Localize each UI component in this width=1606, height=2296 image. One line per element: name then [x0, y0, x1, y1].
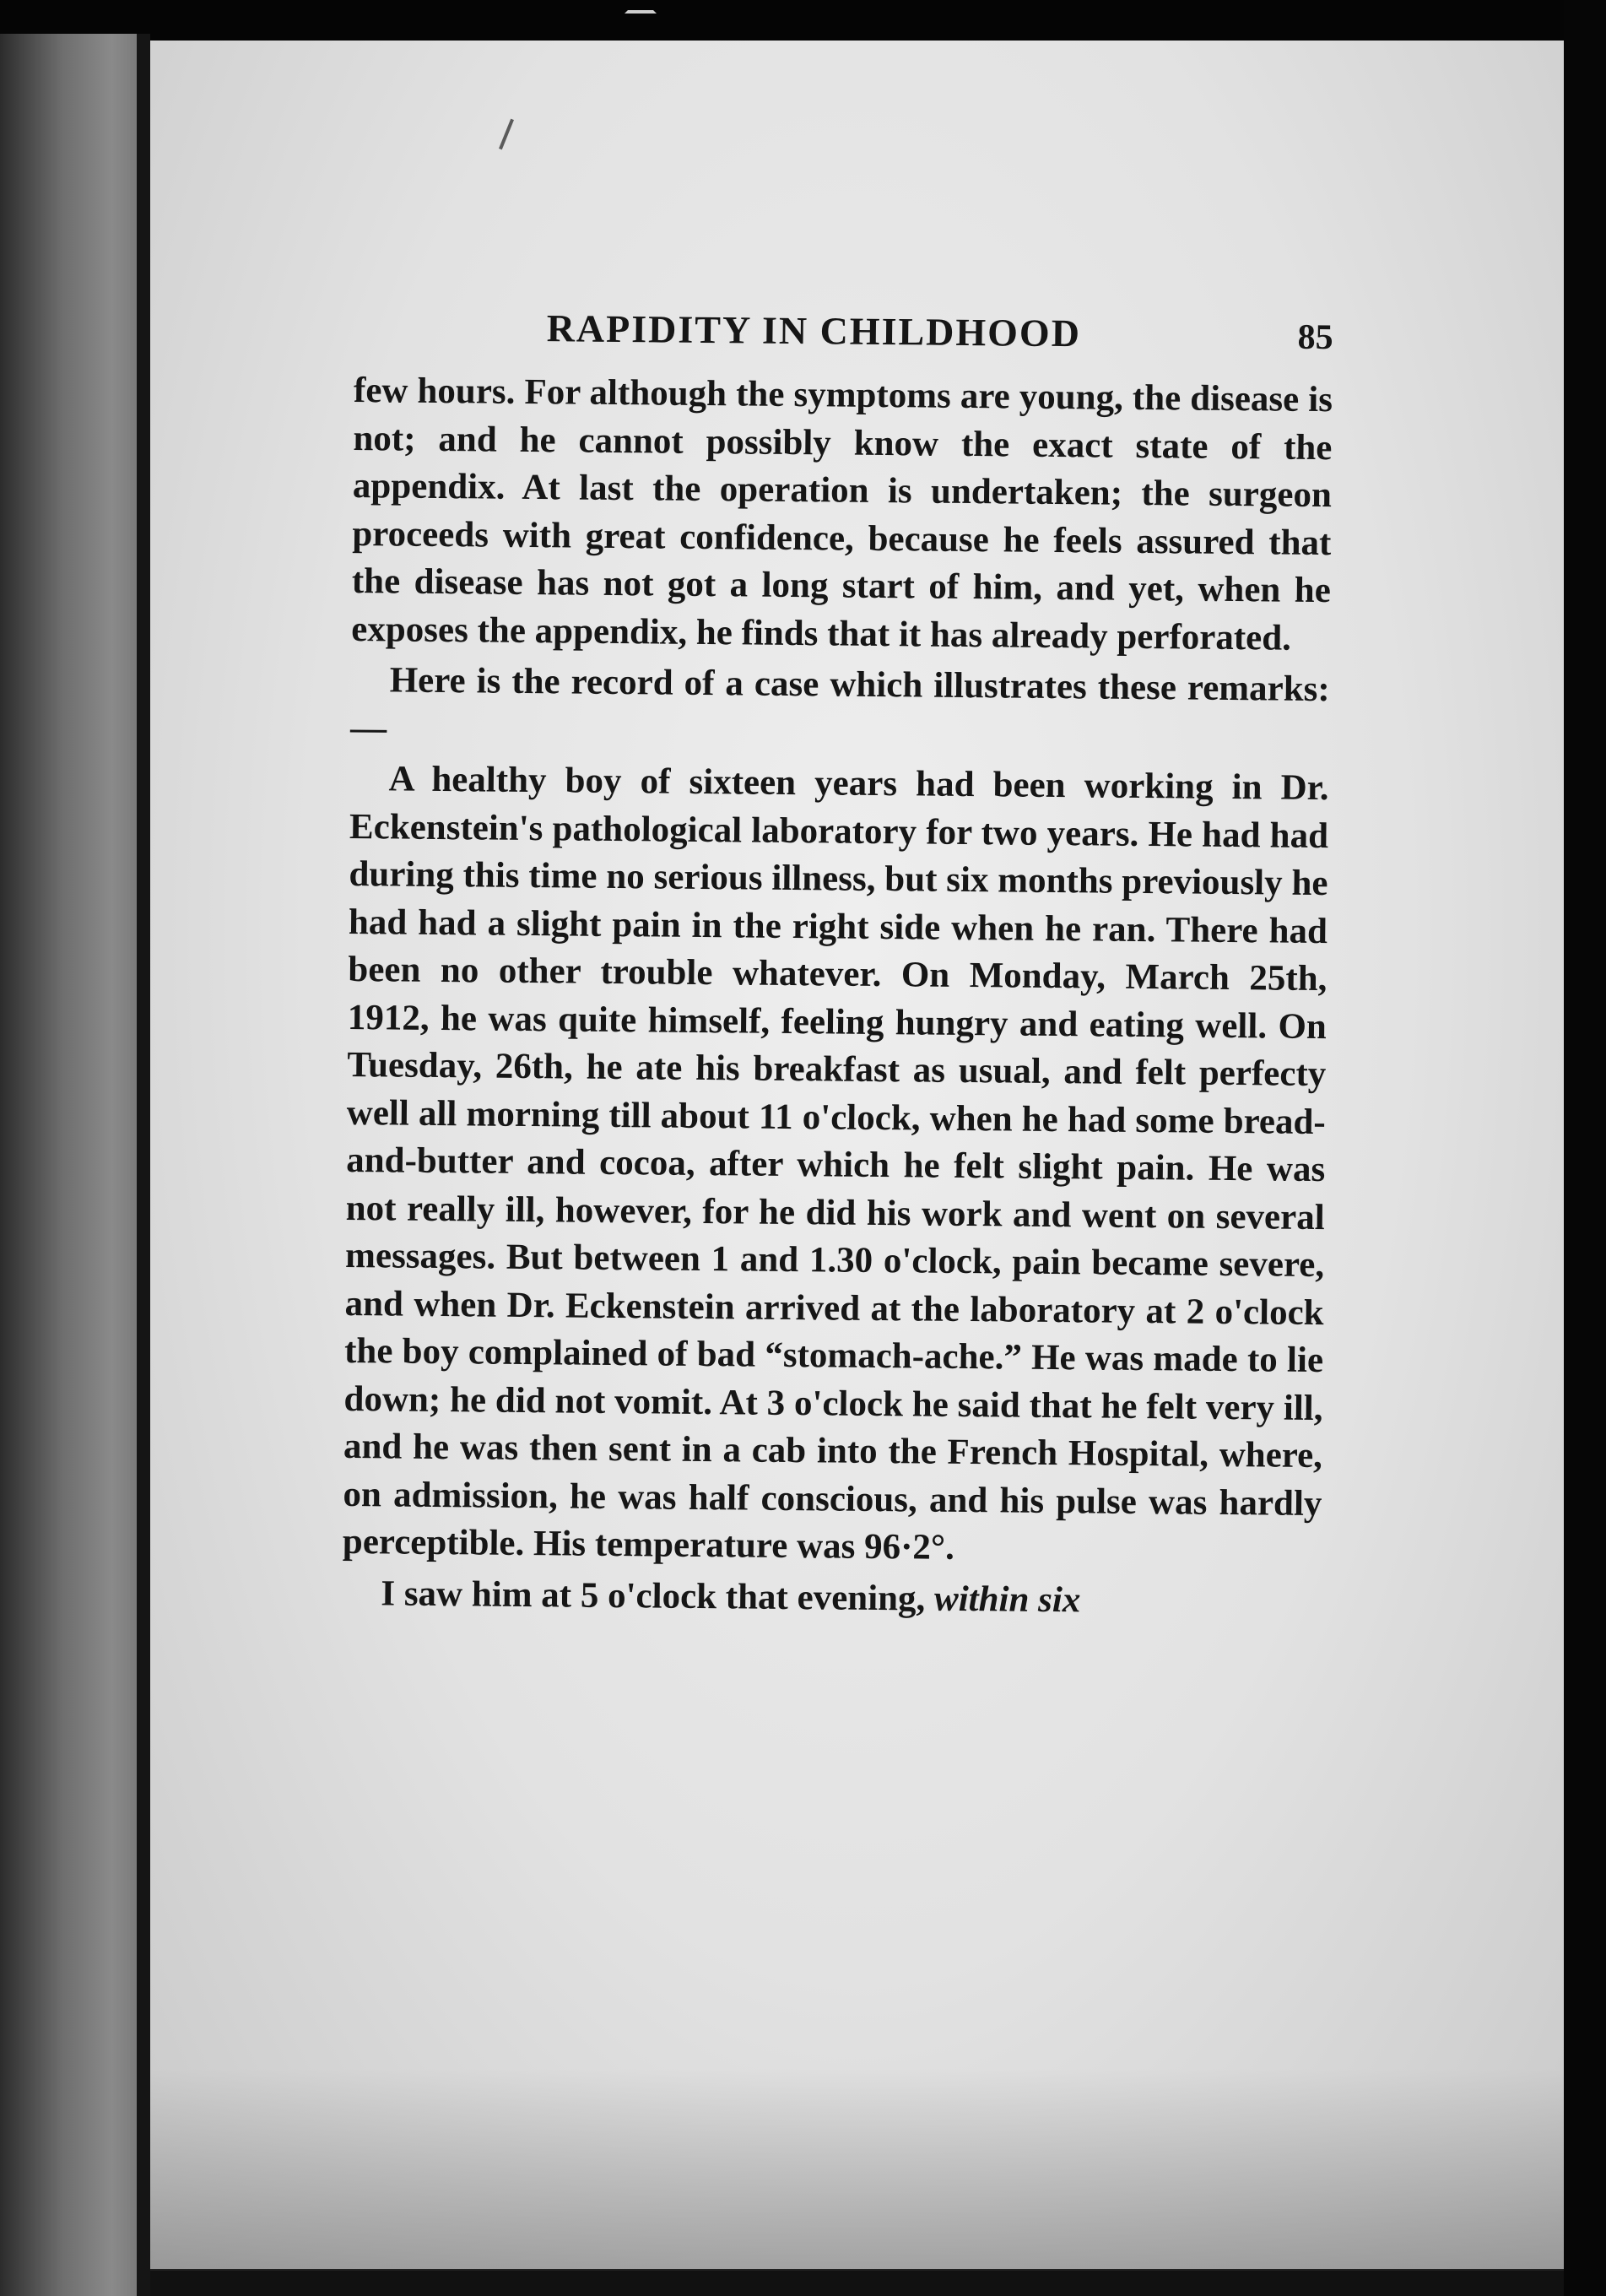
facing-page-margin: [0, 34, 139, 2296]
running-head: [354, 304, 1333, 358]
final-line: [342, 1569, 1321, 1627]
final-line-italic: within six: [933, 1578, 1081, 1620]
page-text: [342, 304, 1333, 1627]
page-shadow: [150, 2068, 1564, 2271]
paragraph: A healthy boy of sixteen years had been working in Dr. Eckenstein's pathological laboratory for two years. He had had during this time no serious illness, but six months previously he had had a slight pain in the right side when he ran. There had been no other trouble whatever. On Monday, March 25th, 1912, he was quite himself, feeling hungry and eating well. On Tuesday, 26th, he ate his breakfast as usual, and felt perfecty well all morning till about 11 o'clock, when he had some bread-and-butter and cocoa, after which he felt slight pain. He was not really ill, however, for he did his work and went on several messages. But between 1 and 1.30 o'clock, pain became severe, and when Dr. Eckenstein arrived at the laboratory at 2 o'clock the boy complained of bad “stomach-ache.” He was made to lie down; he did not vomit. At 3 o'clock he said that he felt very ill, and he was then sent in a cab into the French Hospital, where, on admission, he was half conscious, and his pulse was hardly perceptible. His temperature was 96·2°.: [342, 759, 1329, 1568]
scan-artifact-mark: [625, 0, 657, 14]
paragraph: few hours. For although the symptoms are young, the disease is not; and he cannot possibly know the exact state of the appendix. At last the operation is undertaken; the surgeon proceeds with great confidence, because he feels assured that the disease has not got a long start of him, and yet, when he exposes the appendix, he finds that it has already perforated.: [351, 370, 1333, 658]
page-number: 85: [1297, 317, 1333, 358]
final-line-text: I saw him at 5 o'clock that evening,: [381, 1573, 935, 1619]
book-gutter: [137, 34, 150, 2296]
scan-right-border: [1564, 0, 1606, 2296]
running-title: RAPIDITY IN CHILDHOOD: [546, 306, 1082, 355]
paragraph: Here is the record of a case which illustrates these remarks:—: [349, 660, 1330, 748]
